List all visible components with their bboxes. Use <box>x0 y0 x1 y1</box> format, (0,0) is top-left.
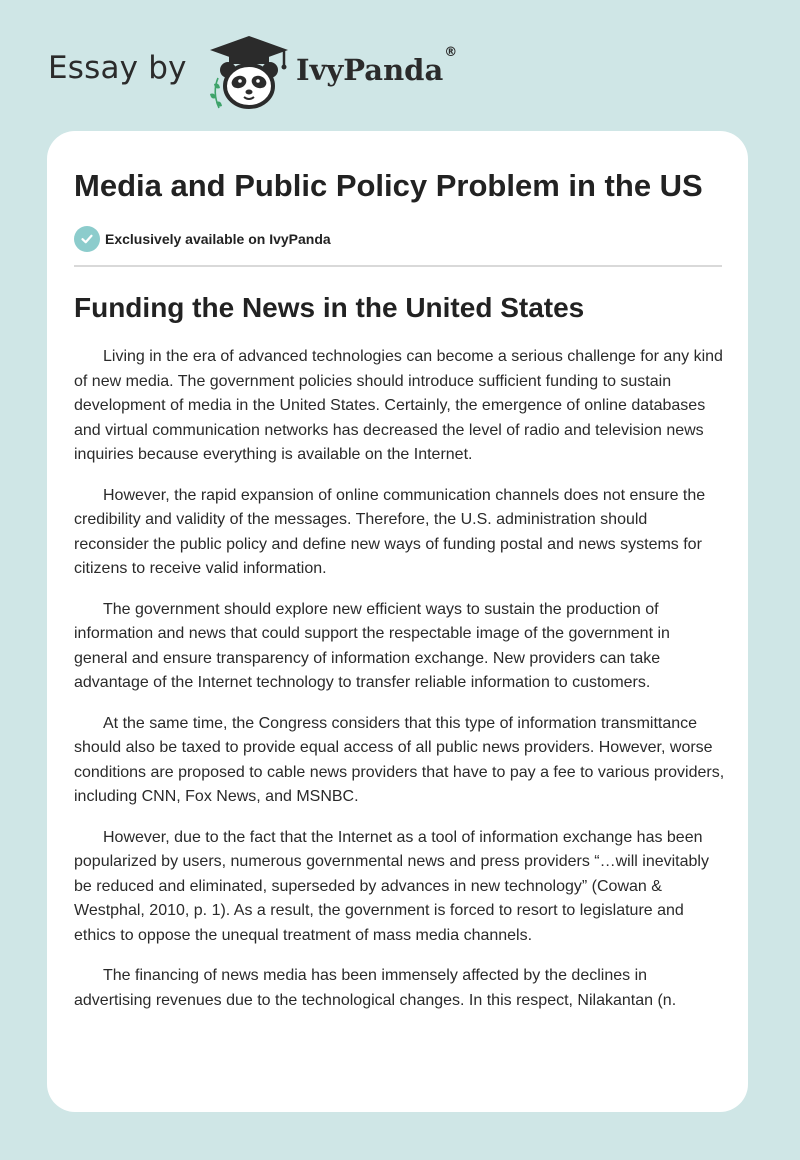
paragraph: The financing of news media has been immensely affected by the declines in advertising revenues due to the technological changes. In this respect, Nilakantan (n. <box>74 967 677 1009</box>
paragraph: However, the rapid expansion of online communication channels does not ensure the credibility and validity of the messages. Therefore, the U.S. administration should reconsider the public policy and define new ways of funding postal and news systems for citizens to receive valid information. <box>74 486 706 577</box>
essay-body <box>74 345 725 1013</box>
brand-header[interactable] <box>48 34 508 110</box>
brand-name <box>296 45 458 87</box>
divider <box>74 265 722 267</box>
check-icon <box>74 226 100 252</box>
exclusive-label: Exclusively available on IvyPanda <box>105 231 331 247</box>
paragraph: However, due to the fact that the Internet as a tool of information exchange has been popularized by users, numerous governmental news and press providers “…will inevitably be reduced and eliminated, superseded by advances in new technology” (Cowan & Westphal, 2010, p. 1). As a result, the government is forced to resort to legislature and ethics to oppose the unequal treatment of mass media channels. <box>74 828 709 944</box>
brand-name-text: IvyPanda <box>296 53 444 87</box>
graduate-panda-logo-icon <box>204 34 294 110</box>
paragraph: The government should explore new efficient ways to sustain the production of information and news that could support the respectable image of the government in general and ensure transparency of information exchange. New providers can take advantage of the Internet technology to transfer reliable information to customers. <box>74 600 670 691</box>
brand-prefix: Essay by <box>48 50 187 86</box>
section-heading: Funding the News in the United States <box>74 292 585 323</box>
paragraph: At the same time, the Congress considers that this type of information transmittance should also be taxed to provide equal access of all public news providers. However, worse conditions are proposed to cable news providers that have to pay a fee to various providers, including CNN, Fox News, and MSNBC. <box>74 714 725 805</box>
exclusive-badge <box>74 226 722 252</box>
paragraph: Living in the era of advanced technologies can become a serious challenge for any kind of new media. The government policies should introduce sufficient funding to sustain development of media in the United States. Certainly, the emergence of online databases and virtual communication networks has decreased the level of radio and television news inquiries because everything is available on the Internet. <box>74 348 723 463</box>
registered-mark: ® <box>444 45 458 61</box>
page-title: Media and Public Policy Problem in the US <box>74 168 703 203</box>
essay-card <box>47 131 748 1112</box>
